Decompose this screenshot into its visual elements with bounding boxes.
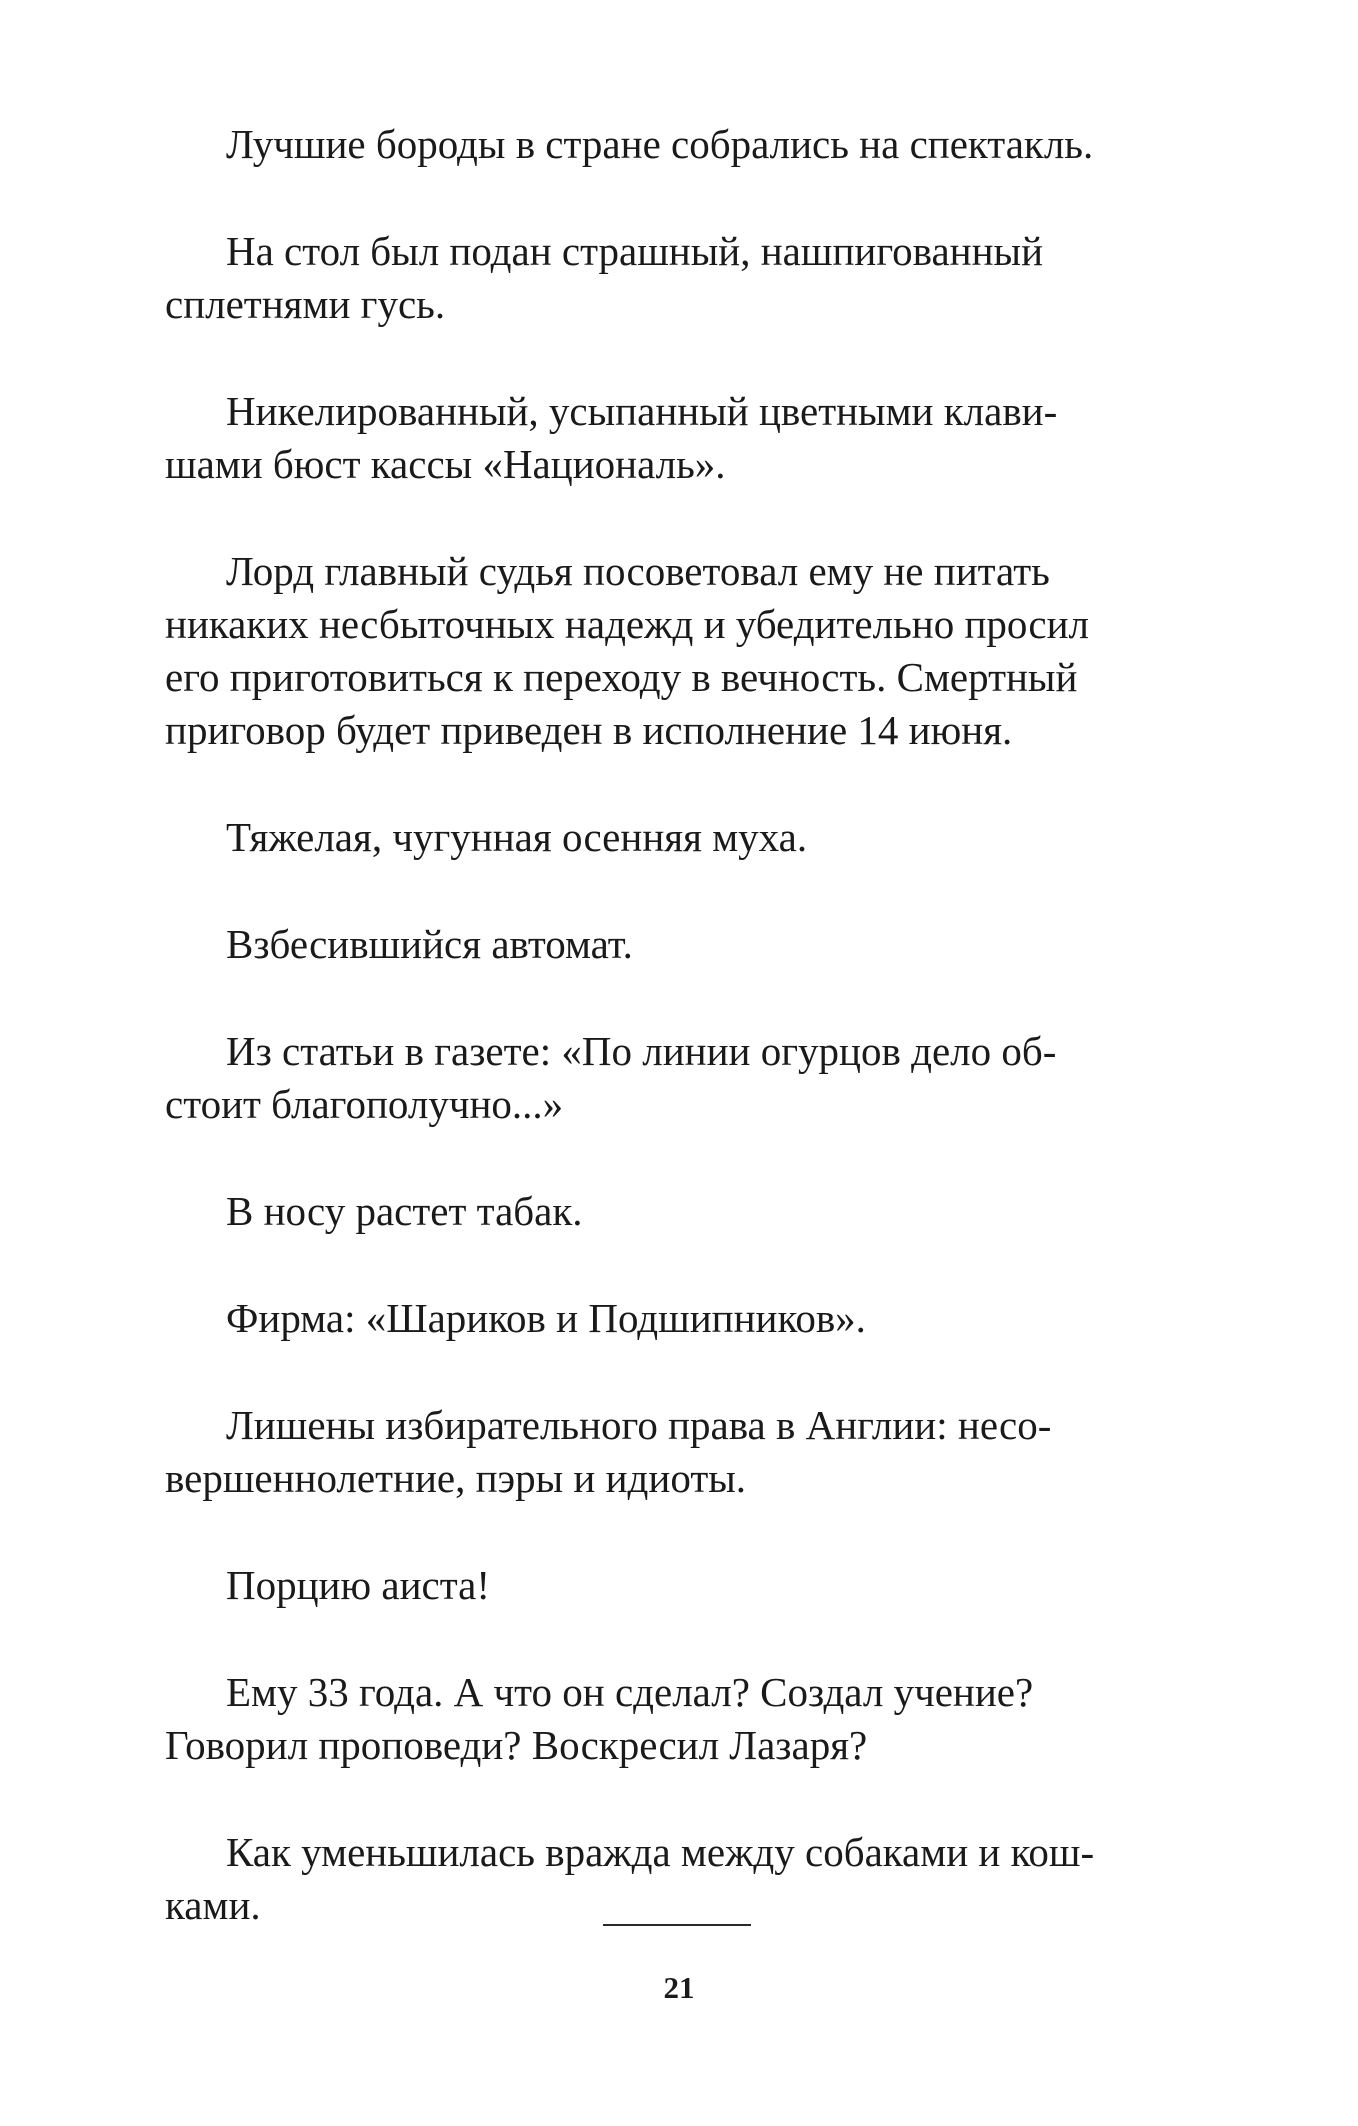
paragraph: Лишены избирательного права в Англии: несо- вершеннолетние, пэры и идиоты.: [165, 1402, 1052, 1501]
paragraph: Ему 33 года. А что он сделал? Создал учение? Говорил проповеди? Воскресил Лазаря?: [165, 1669, 1034, 1768]
paragraph: Никелированный, усыпанный цветными клави- шами бюст кассы «Националь».: [165, 388, 1058, 487]
paragraph: Лучшие бороды в стране собрались на спектакль.: [226, 121, 1094, 167]
paragraph: На стол был подан страшный, нашпигованный сплетнями гусь.: [165, 228, 1044, 327]
paragraph: В носу растет табак.: [226, 1188, 583, 1234]
paragraph: Как уменьшилась вражда между собаками и кош- ками.: [165, 1829, 1095, 1928]
footer-divider: [603, 1924, 751, 1926]
page-body-text: [165, 118, 1195, 1986]
paragraph: Порцию аиста!: [226, 1562, 490, 1608]
paragraph: Из статьи в газете: «По линии огурцов дело об- стоит благополучно...»: [165, 1028, 1057, 1127]
page-number: 21: [663, 1970, 695, 2005]
paragraph: Тяжелая, чугунная осенняя муха.: [226, 814, 808, 860]
paragraph: Взбесившийся автомат.: [226, 921, 633, 967]
paragraph: Фирма: «Шариков и Подшипников».: [226, 1295, 866, 1341]
paragraph: Лорд главный судья посоветовал ему не питать никаких несбыточных надежд и убедительно просил его приготовиться к переходу в вечность. Смертный приговор будет приведен в исполнение 14 июня.: [165, 548, 1090, 753]
